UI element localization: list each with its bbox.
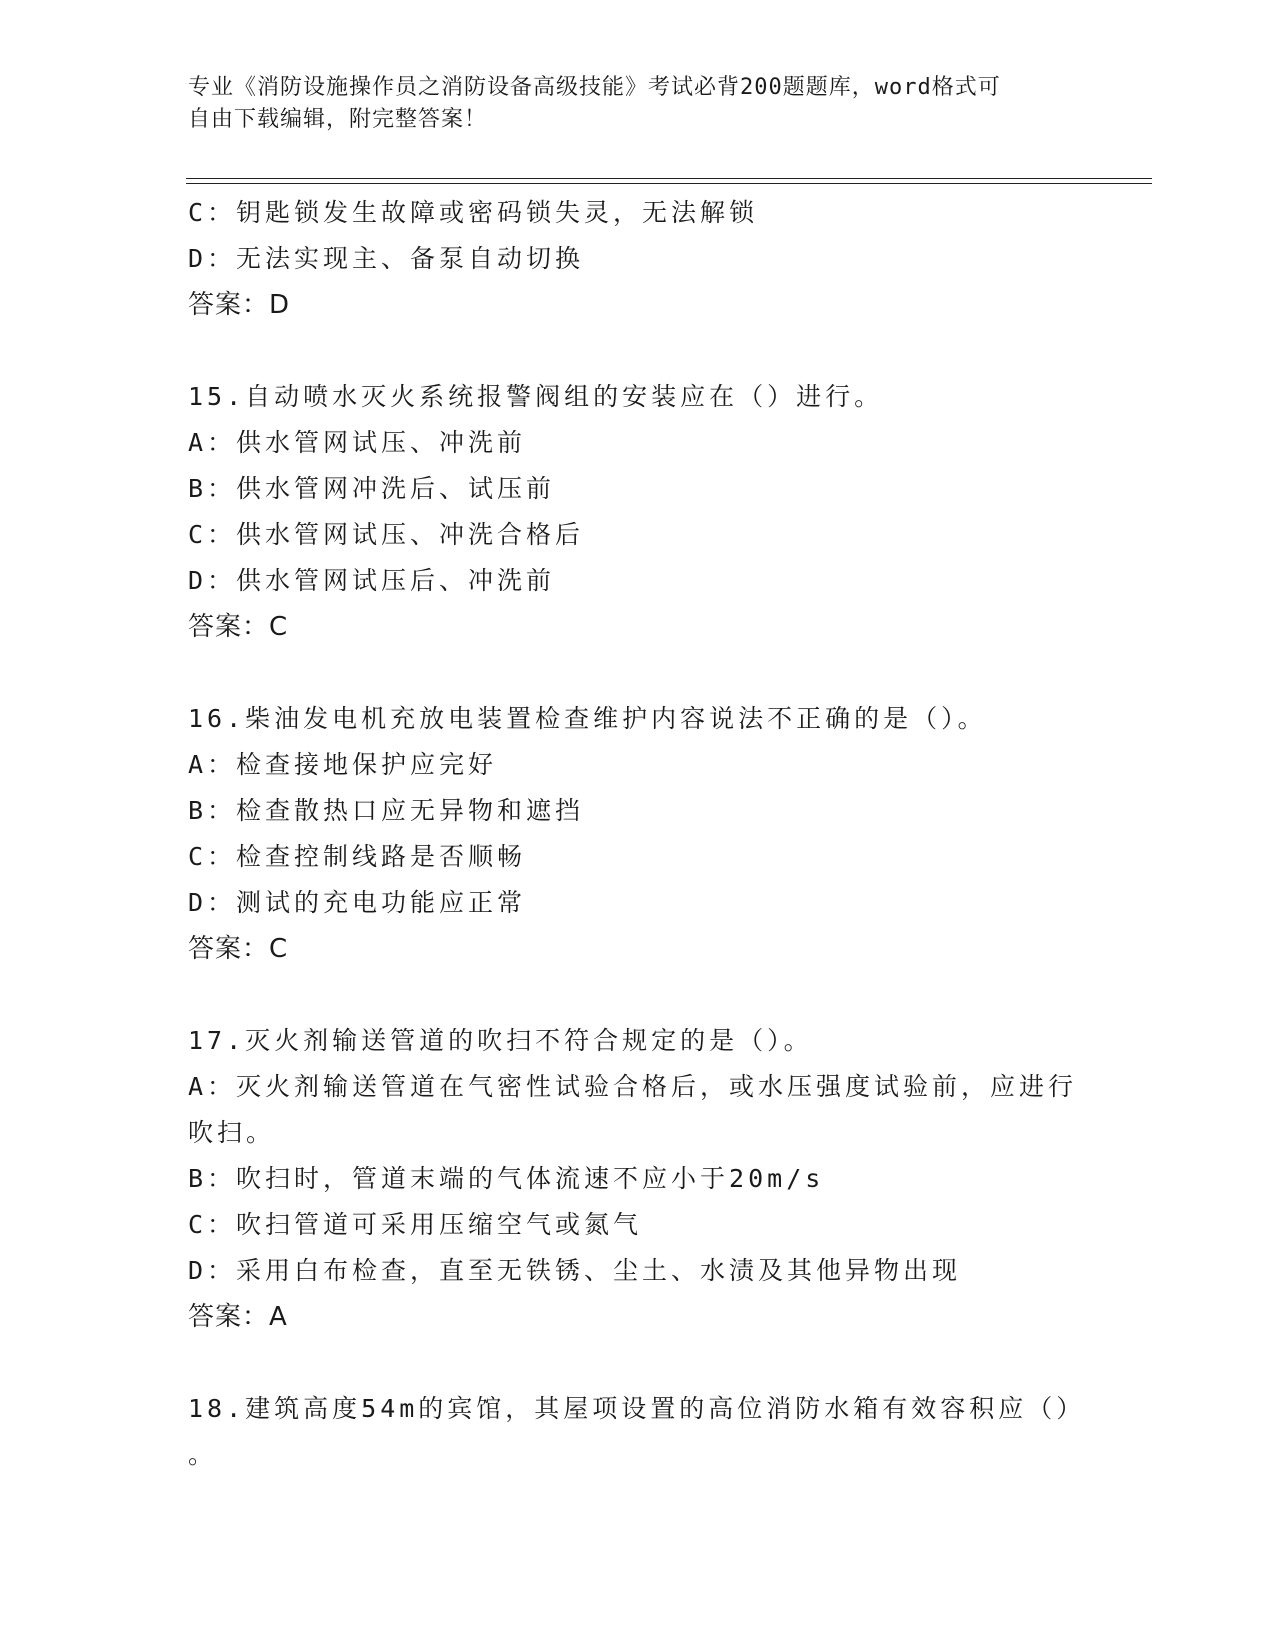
answer-line: 答案：D — [188, 290, 291, 320]
option-d: D：供水管网试压后、冲洗前 — [188, 566, 556, 595]
question-block-16 — [188, 696, 1088, 972]
question-block-previous — [188, 190, 1088, 328]
header-line-1: 专业《消防设施操作员之消防设备高级技能》考试必背200题题库，word格式可 — [188, 75, 1001, 100]
option-a: A：供水管网试压、冲洗前 — [188, 428, 527, 457]
header-divider-bottom — [186, 183, 1152, 184]
block-spacer — [188, 328, 1088, 374]
option-b: B：检查散热口应无异物和遮挡 — [188, 796, 585, 825]
option-c: C：吹扫管道可采用压缩空气或氮气 — [188, 1210, 643, 1239]
question-text: 16.柴油发电机充放电装置检查维护内容说法不正确的是（）。 — [188, 704, 987, 733]
header-line-2: 自由下载编辑，附完整答案！ — [188, 107, 488, 132]
question-block-17 — [188, 1018, 1088, 1340]
question-text-continued: 。 — [188, 1440, 218, 1469]
block-spacer — [188, 1340, 1088, 1386]
block-spacer — [188, 972, 1088, 1018]
option-a: A：检查接地保护应完好 — [188, 750, 498, 779]
option-d: D：测试的充电功能应正常 — [188, 888, 527, 917]
option-b: B：供水管网冲洗后、试压前 — [188, 474, 556, 503]
option-b: B：吹扫时，管道末端的气体流速不应小于20m/s — [188, 1164, 825, 1193]
question-block-18 — [188, 1386, 1088, 1478]
option-a-continued: 吹扫。 — [188, 1118, 276, 1147]
option-a: A：灭火剂输送管道在气密性试验合格后，或水压强度试验前，应进行 — [188, 1072, 1078, 1101]
option-c: C：钥匙锁发生故障或密码锁失灵，无法解锁 — [188, 198, 759, 227]
question-text: 18.建筑高度54m的宾馆，其屋项设置的高位消防水箱有效容积应（） — [188, 1394, 1086, 1423]
document-header — [188, 72, 1088, 136]
block-spacer — [188, 650, 1088, 696]
answer-line: 答案：C — [188, 934, 289, 964]
option-d: D：采用白布检查，直至无铁锈、尘土、水渍及其他异物出现 — [188, 1256, 962, 1285]
option-c: C：供水管网试压、冲洗合格后 — [188, 520, 585, 549]
option-c: C：检查控制线路是否顺畅 — [188, 842, 527, 871]
option-d: D：无法实现主、备泵自动切换 — [188, 244, 585, 273]
answer-line: 答案：A — [188, 1302, 288, 1332]
question-list — [188, 190, 1088, 1478]
answer-line: 答案：C — [188, 612, 289, 642]
question-block-15 — [188, 374, 1088, 650]
question-text: 15.自动喷水灭火系统报警阀组的安装应在（）进行。 — [188, 382, 884, 411]
header-divider-top — [186, 178, 1152, 179]
question-text: 17.灭火剂输送管道的吹扫不符合规定的是（）。 — [188, 1026, 813, 1055]
